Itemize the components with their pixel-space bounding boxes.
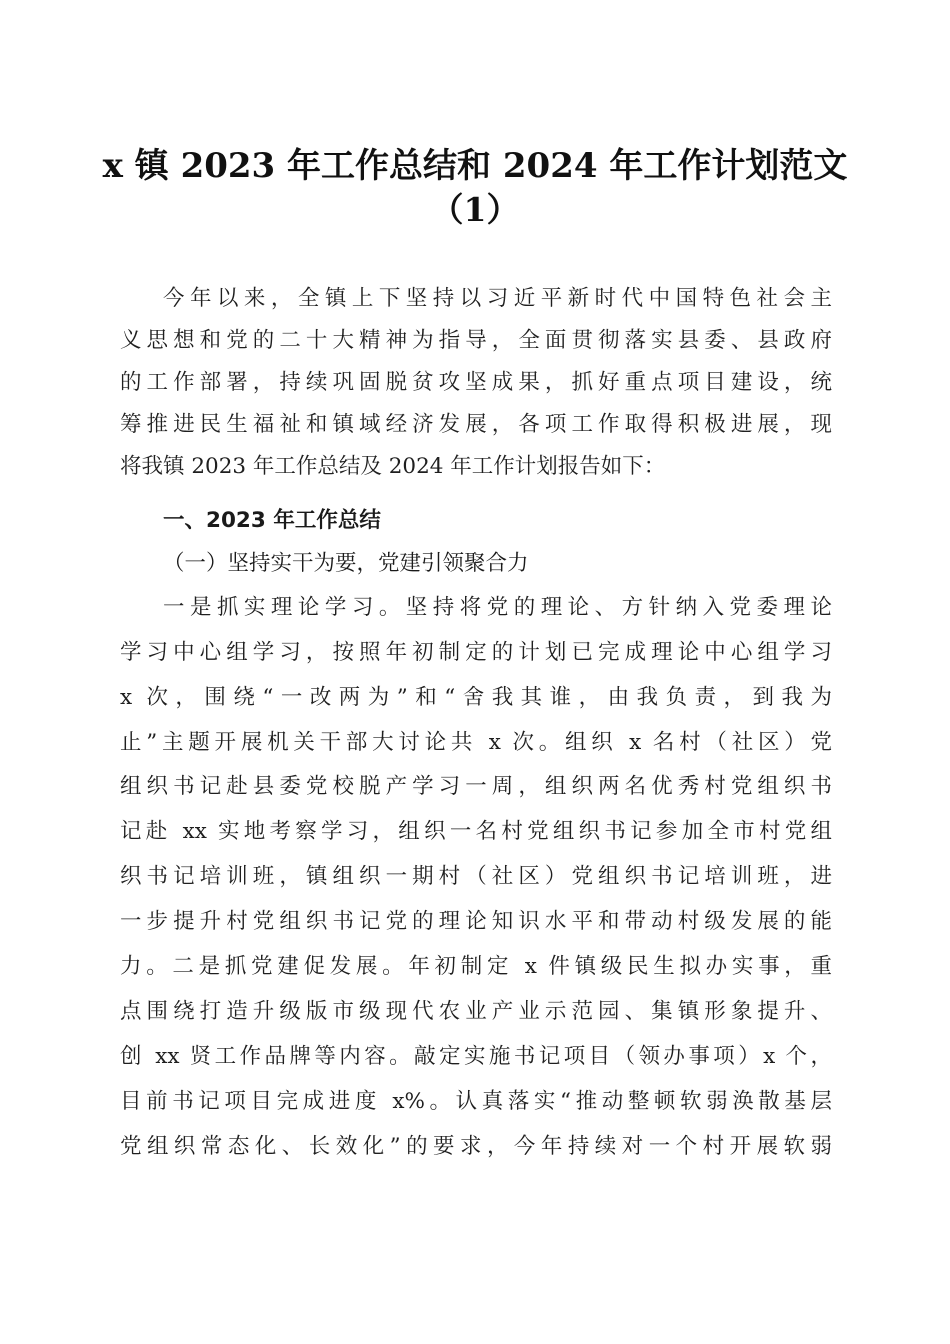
document-title-line2: （1） [430,190,520,229]
body-line: x 次，围绕“一改两为”和“舍我其谁，由我负责，到我为 [120,685,832,710]
body-line: 学习中心组学习，按照年初制定的计划已完成理论中心组学习 [120,640,832,665]
intro-line: 的工作部署，持续巩固脱贫攻坚成果，抓好重点项目建设，统 [120,370,832,395]
body-line: 组织书记赴县委党校脱产学习一周，组织两名优秀村党组织书 [120,774,832,799]
subsection-heading: （一）坚持实干为要，党建引领聚合力 [163,551,529,576]
body-line: 党组织常态化、长效化”的要求，今年持续对一个村开展软弱 [120,1134,832,1159]
intro-line: 将我镇 2023 年工作总结及 2024 年工作计划报告如下： [120,454,666,479]
intro-line: 义思想和党的二十大精神为指导，全面贯彻落实县委、县政府 [120,328,832,353]
body-line: 目前书记项目完成进度 x%。认真落实“推动整顿软弱涣散基层 [120,1089,832,1114]
body-line: 点围绕打造升级版市级现代农业产业示范园、集镇形象提升、 [120,999,832,1024]
body-line: 一是抓实理论学习。坚持将党的理论、方针纳入党委理论 [163,595,832,620]
body-line: 创 xx 贤工作品牌等内容。敲定实施书记项目（领办事项）x 个， [120,1044,832,1069]
intro-line: 今年以来，全镇上下坚持以习近平新时代中国特色社会主 [163,286,832,311]
body-line: 一步提升村党组织书记党的理论知识水平和带动村级发展的能 [120,909,832,934]
section-heading: 一、2023 年工作总结 [163,508,381,533]
body-line: 织书记培训班，镇组织一期村（社区）党组织书记培训班，进 [120,864,832,889]
body-line: 力。二是抓党建促发展。年初制定 x 件镇级民生拟办实事，重 [120,954,832,979]
body-line: 记赴 xx 实地考察学习，组织一名村党组织书记参加全市村党组 [120,819,832,844]
body-line: 止”主题开展机关干部大讨论共 x 次。组织 x 名村（社区）党 [120,730,832,755]
document-title-line1: x 镇 2023 年工作总结和 2024 年工作计划范文 [102,146,848,186]
intro-line: 筹推进民生福祉和镇域经济发展，各项工作取得积极进展，现 [120,412,832,437]
